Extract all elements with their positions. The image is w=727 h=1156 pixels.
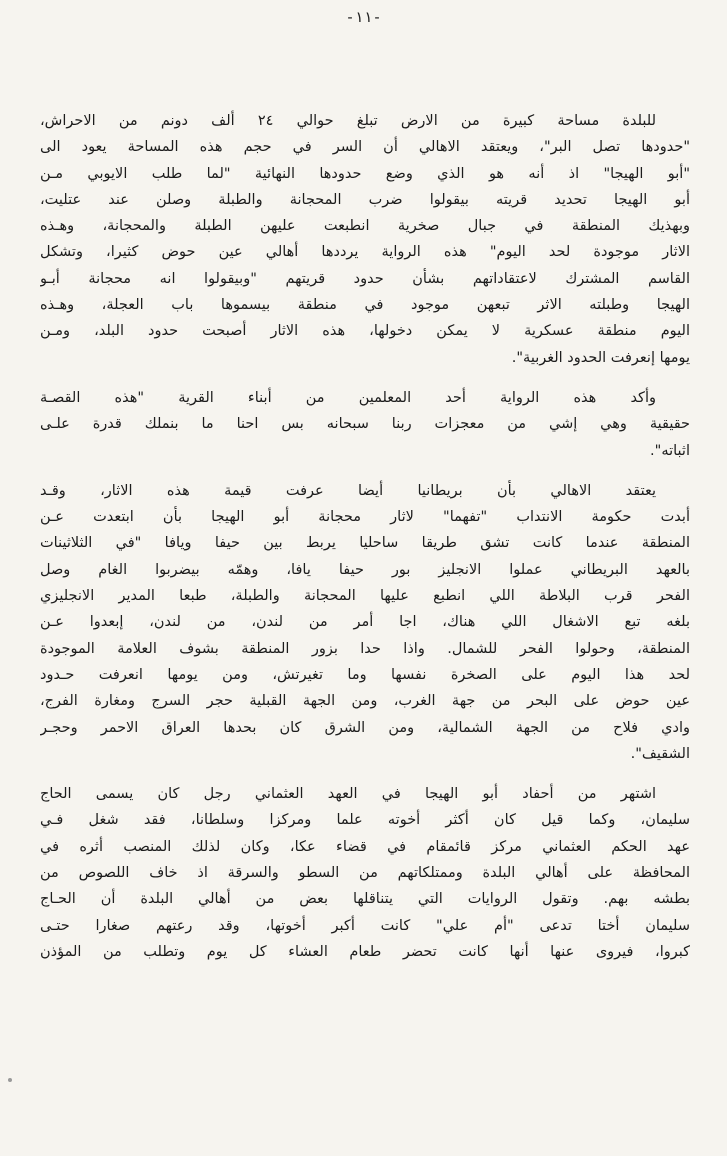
text-line: وبهذيك المنطقة في جبال صخرية انطبعت عليهن الطبلة والمحجانة، وهـذه [40,218,690,235]
text-line: بالعهد البريطاني عملوا الانجليز بور حيفا يافا، وهمّه بيضربوا الغام وصل [40,561,690,578]
text-line: "حدودها تصل البر"، ويعتقد الاهالي أن السر في حجم هذه المساحة يعود الى [40,139,690,156]
text-line: يعتقد الاهالي بأن بريطانيا أيضا عرفت قيمة هذه الاثار، وقـد [40,482,656,499]
text-line: بلغه تبع الاشغال اللي هناك، اجا أمر من لندن، من لندن، إبعدوا عـن [40,614,690,631]
text-line: الاثار موجودة لحد اليوم" هذه الرواية يرددها أهالي عين حوض كثيرا، وتشكل [40,244,690,261]
document-body [40,108,690,965]
paragraph [40,108,690,371]
paragraph [40,781,690,965]
text-line: عهد الحكم العثماني مركز قائمقام في قضاء عكا، وكان لذلك المنصب أثره في [40,838,690,855]
scan-speck [8,1078,12,1082]
text-line: اشتهر من أحفاد أبو الهيجا في العهد العثماني رجل كان يسمى الحاج [40,786,656,803]
text-line: يومها إنعرفت الحدود الغربية". [511,349,690,366]
text-line: المنطقة عندما كانت تشق طريقا ساحليا يربط بين حيفا ويافا "في الثلاثينات [40,535,690,552]
text-line: وأكد هذه الرواية أحد المعلمين من أبناء القرية "هذه القصـة [40,389,656,406]
text-line: اثباته". [650,442,690,459]
paragraph [40,385,690,464]
text-line: أبدت حكومة الانتداب "تفهما" لاثار محجانة أبو الهيجا بأن ابتعدت عـن [40,509,690,526]
text-line: "أبو الهيجا" اذ أنه هو الذي وضع حدودها النهائية "لما طلب الايوبي مـن [40,165,690,182]
text-line: بطشه بهم. وتقول الروايات التي يتناقلها بعض من أهالي البلدة أن الحـاج [40,891,690,908]
text-line: لحد هذا اليوم على الصخرة نفسها وما تغيرتش، ومن يومها انعرفت حـدود [40,666,690,683]
text-line: وادي فلاح من الجهة الشمالية، ومن الشرق كان بحدها العراق الاحمر وحجـر [40,719,690,736]
text-line: المنطقة، وحولوا الفحر للشمال. واذا حدا بزور المنطقة بشوف العلامة الموجودة [40,640,690,657]
text-line: الهيجا وطبلته الاثر تبعهن موجود في منطقة بيسموها باب العجلة، وهـذه [40,297,690,314]
text-line: عين حوض على البحر من جهة الغرب، ومن الجهة القبلية حجر السرج ومغارة الفرج، [40,693,690,710]
text-line: للبلدة مساحة كبيرة من الارض تبلغ حوالي ٢٤ ألف دونم من الاحراش، [40,113,657,129]
text-line: اليوم منطقة عسكرية لا يمكن دخولها، هذه الاثار أصبحت حدود البلد، ومـن [40,323,690,340]
text-line: الفحر قرب البلاطة اللي انطبع عليها المحجانة والطبلة، طبعا المدير الانجليزي [40,588,690,605]
text-line: سليمان أختا تدعى "أم علي" كانت أكبر أخوتها، وقد رعتهم صغارا حتـى [40,917,690,934]
text-line: سليمان، وكما قيل كان أكثر أخوته علما ومركزا وسلطانا، فقد شغل فـي [40,812,690,829]
text-line: حقيقية وهي إشي من معجزات ربنا سبحانه بس احنا ما بنملك قدرة علـى [40,416,690,433]
page-number: -١١- [345,8,382,26]
text-line: المحافظة على أهالي البلدة وممتلكاتهم من السطو والسرقة اذ خاف اللصوص من [40,865,690,882]
paragraph [40,478,690,767]
text-line: الشقيف". [630,745,690,762]
text-line: القاسم المشترك لاعتقاداتهم بشأن حدود قريتهم "وبيقولوا انه محجانة أبـو [40,270,690,287]
text-line: كبروا، فيروى عنها أنها كانت تحضر طعام العشاء كل يوم وتطلب من المؤذن [40,943,690,960]
text-line: أبو الهيجا تحديد قريته بيقولوا ضرب المحجانة والطبلة وصلن عند عتليت، [40,191,690,208]
